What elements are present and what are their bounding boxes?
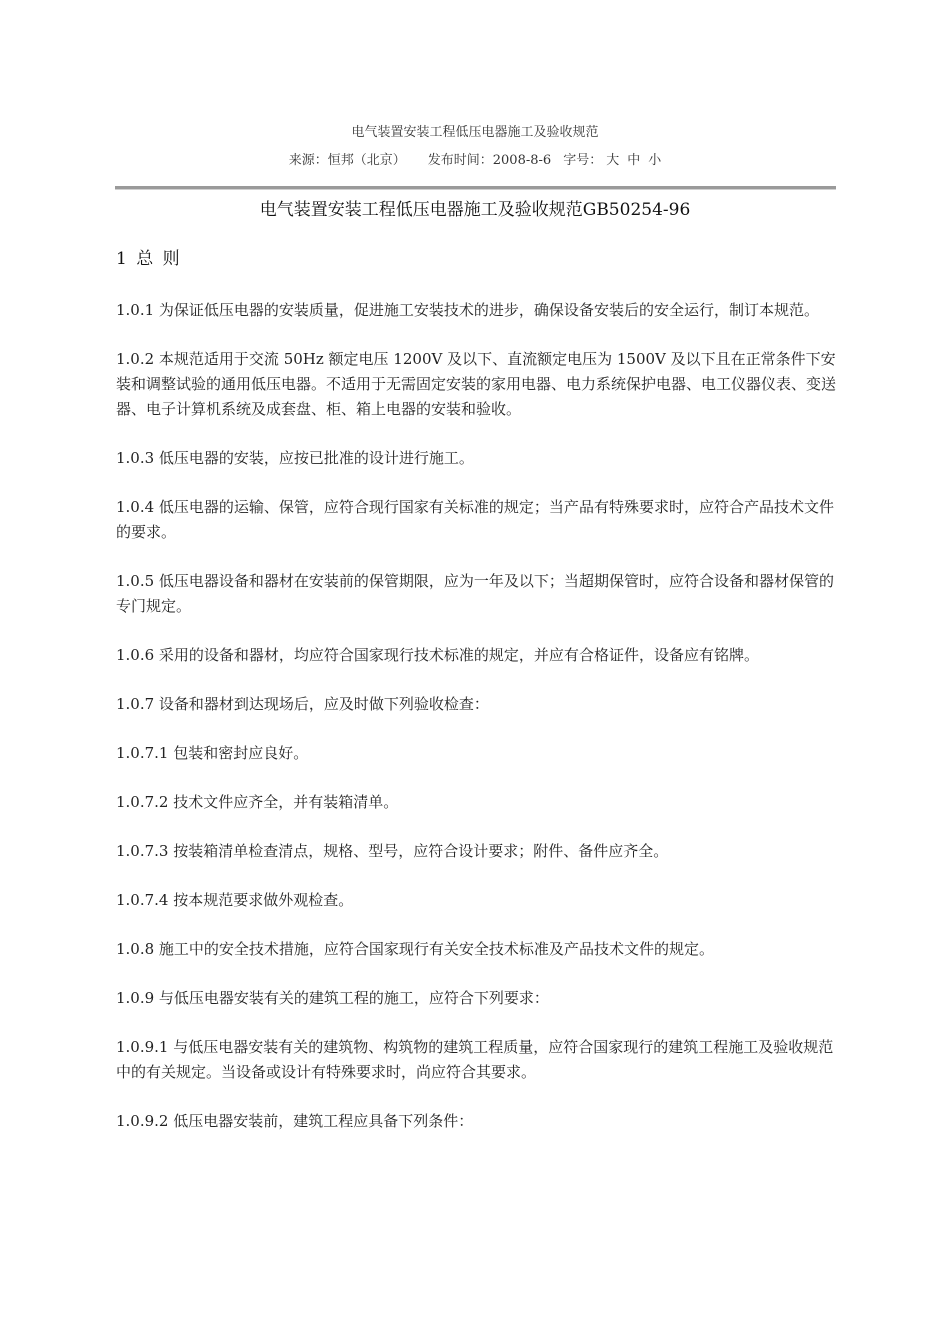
paragraph-1-0-9: 1.0.9 与低压电器安装有关的建筑工程的施工，应符合下列要求： bbox=[116, 989, 549, 1007]
document-body bbox=[116, 298, 838, 1158]
paragraph-1-0-9-1: 1.0.9.1 与低压电器安装有关的建筑物、构筑物的建筑工程质量，应符合国家现行的建筑工程施工及验收规范中的有关规定。当设备或设计有特殊要求时，尚应符合其要求。 bbox=[116, 1038, 834, 1081]
paragraph-1-0-3: 1.0.3 低压电器的安装，应按已批准的设计进行施工。 bbox=[116, 449, 474, 467]
paragraph-1-0-8: 1.0.8 施工中的安全技术措施，应符合国家现行有关安全技术标准及产品技术文件的规定。 bbox=[116, 940, 714, 958]
header-divider bbox=[115, 186, 836, 190]
font-size-label: 字号： bbox=[563, 153, 603, 168]
publish-date: 发布时间：2008-8-6 bbox=[427, 153, 552, 168]
paragraph-1-0-7-4: 1.0.7.4 按本规范要求做外观检查。 bbox=[116, 891, 354, 909]
paragraph-1-0-7-1: 1.0.7.1 包装和密封应良好。 bbox=[116, 744, 309, 762]
paragraph-1-0-7: 1.0.7 设备和器材到达现场后，应及时做下列验收检查： bbox=[116, 695, 489, 713]
font-size-small-link[interactable]: 小 bbox=[648, 153, 662, 168]
paragraph-1-0-1: 1.0.1 为保证低压电器的安装质量，促进施工安装技术的进步，确保设备安装后的安全运行，制订本规范。 bbox=[116, 301, 819, 319]
paragraph-1-0-7-2: 1.0.7.2 技术文件应齐全，并有装箱清单。 bbox=[116, 793, 399, 811]
paragraph-1-0-7-3: 1.0.7.3 按装箱清单检查清点，规格、型号，应符合设计要求；附件、备件应齐全。 bbox=[116, 842, 669, 860]
paragraph-1-0-4: 1.0.4 低压电器的运输、保管，应符合现行国家有关标准的规定；当产品有特殊要求时，应符合产品技术文件的要求。 bbox=[116, 498, 834, 541]
source-label: 来源：恒邦（北京） bbox=[288, 153, 406, 168]
header-title: 电气装置安装工程低压电器施工及验收规范 bbox=[351, 125, 599, 140]
paragraph-1-0-6: 1.0.6 采用的设备和器材，均应符合国家现行技术标准的规定，并应有合格证件，设备应有铭牌。 bbox=[116, 646, 759, 664]
header-meta bbox=[0, 151, 950, 171]
font-size-medium-link[interactable]: 中 bbox=[627, 153, 641, 168]
paragraph-1-0-2: 1.0.2 本规范适用于交流 50Hz 额定电压 1200V 及以下、直流额定电压为 1500V 及以下且在正常条件下安装和调整试验的通用低压电器。不适用于无需固定安装的家用电器、电力系统保护电器、电工仪器仪表、变送器、电子计算机系统及成套盘、柜、箱上电器的安装和验收。 bbox=[116, 350, 837, 418]
document-title: 电气装置安装工程低压电器施工及验收规范GB50254-96 bbox=[259, 200, 691, 220]
section-heading: 1 总 则 bbox=[116, 249, 182, 269]
paragraph-1-0-5: 1.0.5 低压电器设备和器材在安装前的保管期限，应为一年及以下；当超期保管时，应符合设备和器材保管的专门规定。 bbox=[116, 572, 834, 615]
font-size-large-link[interactable]: 大 bbox=[606, 153, 620, 168]
paragraph-1-0-9-2: 1.0.9.2 低压电器安装前，建筑工程应具备下列条件： bbox=[116, 1112, 474, 1130]
